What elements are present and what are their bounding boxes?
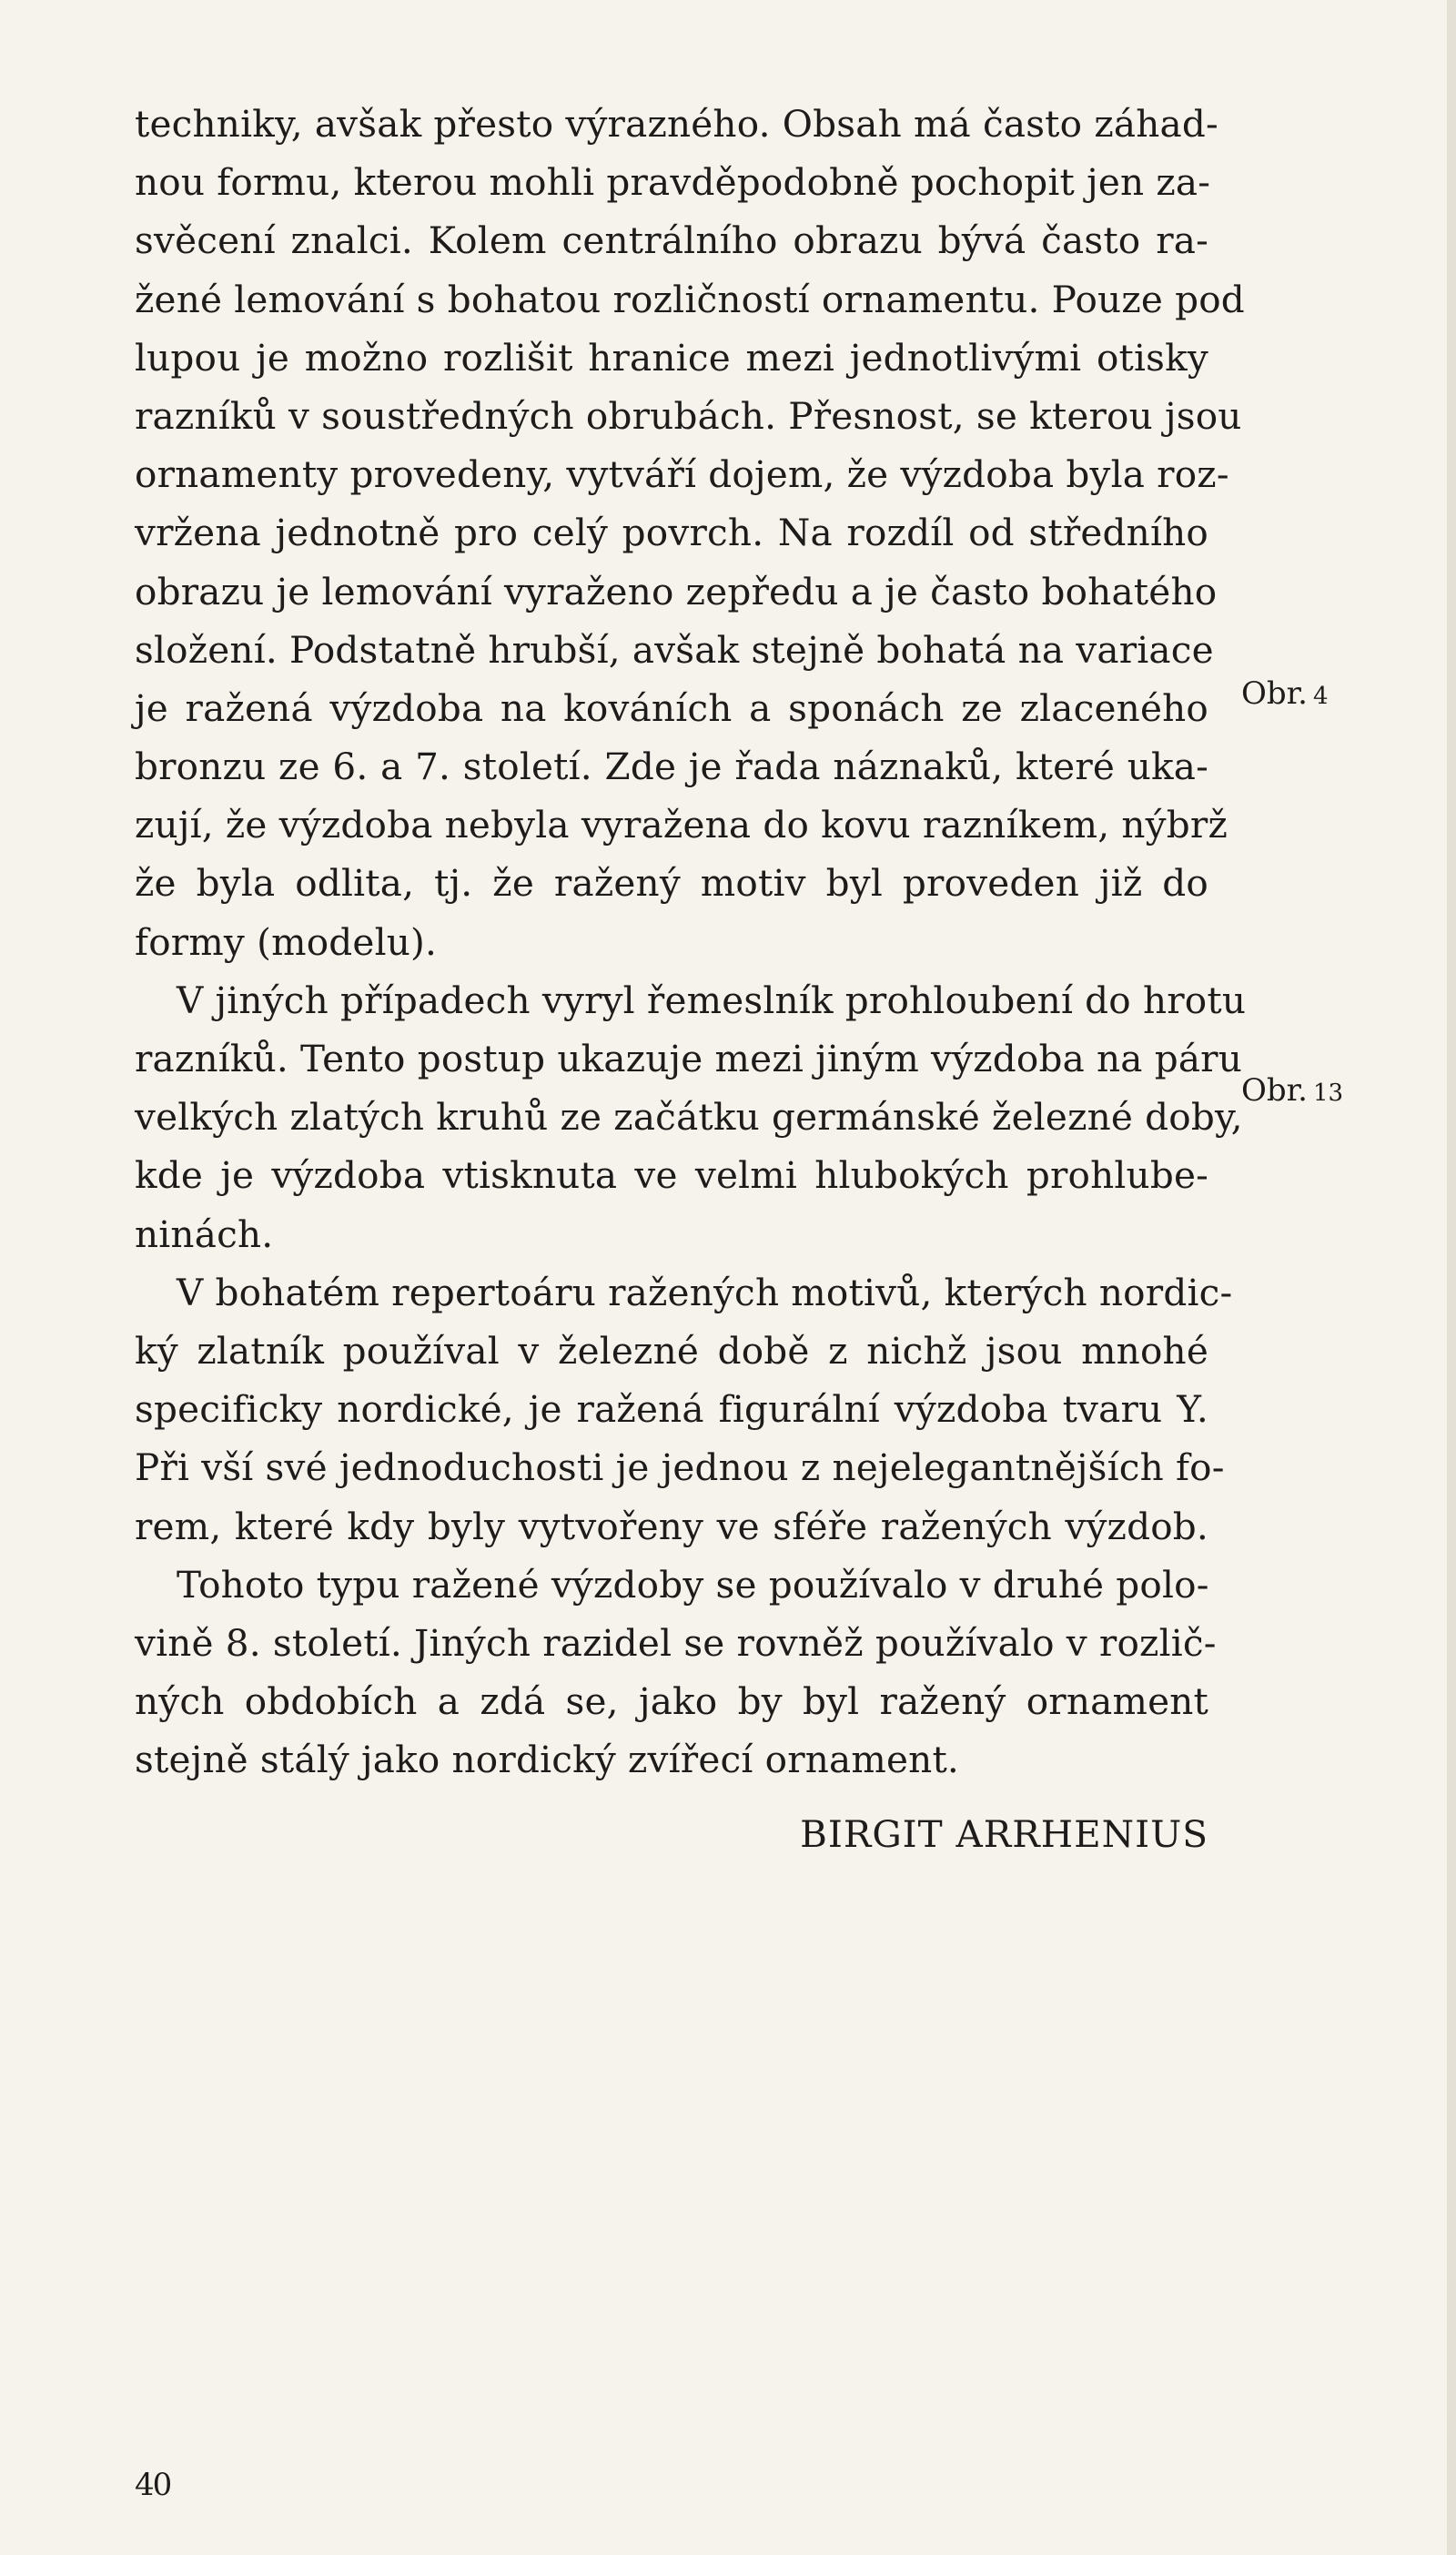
- text-line: bronzu ze 6. a 7. století. Zde je řada náznaků, které uka-: [135, 745, 1208, 789]
- text-line: žené lemování s bohatou rozličností ornamentu. Pouze pod: [135, 277, 1245, 321]
- figure-label: Obr.: [1241, 675, 1308, 712]
- text-line: že byla odlita, tj. že ražený motiv byl proveden již do: [135, 861, 1208, 906]
- text-line: rem, které kdy byly vytvořeny ve sféře ražených výzdob.: [135, 1504, 1208, 1548]
- page-edge: [1447, 0, 1456, 2555]
- text-line: vině 8. století. Jiných razidel se rovněž používalo v rozlič-: [135, 1620, 1217, 1665]
- text-line: razníků v soustředných obrubách. Přesnost, se kterou jsou: [135, 393, 1242, 438]
- text-line: ornamenty provedeny, vytváří dojem, že výzdoba byla roz-: [135, 452, 1229, 497]
- text-line: Tohoto typu ražené výzdoby se používalo v druhé polo-: [177, 1562, 1209, 1607]
- text-line: kde je výzdoba vtisknuta ve velmi hlubokých prohlube-: [135, 1153, 1208, 1198]
- figure-label: Obr.: [1241, 1072, 1308, 1109]
- text-line: ninách.: [135, 1212, 274, 1256]
- page-number: 40: [135, 2467, 171, 2503]
- text-line: stejně stálý jako nordický zvířecí ornament.: [135, 1738, 959, 1782]
- text-line: velkých zlatých kruhů ze začátku germánské železné doby,: [135, 1095, 1243, 1140]
- text-line: vržena jednotně pro celý povrch. Na rozdíl od středního: [135, 511, 1208, 555]
- figure-number: 4: [1312, 683, 1329, 710]
- text-line: nou formu, kterou mohli pravděpodobně pochopit jen za-: [135, 160, 1211, 205]
- text-line: Při vší své jednoduchosti je jednou z nejelegantnějších fo-: [135, 1445, 1225, 1490]
- text-line: složení. Podstatně hrubší, avšak stejně bohatá na variace: [135, 627, 1214, 672]
- figure-reference-margin-note: [1241, 675, 1329, 715]
- text-line: zují, že výzdoba nebyla vyražena do kovu razníkem, nýbrž: [135, 803, 1228, 847]
- figure-number: 13: [1312, 1080, 1344, 1107]
- text-line: formy (modelu).: [135, 919, 438, 964]
- text-line: lupou je možno rozlišit hranice mezi jednotlivými otisky: [135, 335, 1208, 380]
- body-text: [135, 95, 1247, 1864]
- author-signature: BIRGIT ARRHENIUS: [800, 1812, 1208, 1857]
- text-line: techniky, avšak přesto výrazného. Obsah má často záhad-: [135, 102, 1218, 146]
- text-line: V jiných případech vyryl řemeslník prohloubení do hrotu: [177, 978, 1247, 1022]
- text-line: razníků. Tento postup ukazuje mezi jiným výzdoba na páru: [135, 1037, 1243, 1080]
- text-line: ných obdobích a zdá se, jako by byl ražený ornament: [135, 1679, 1208, 1724]
- text-line: V bohatém repertoáru ražených motivů, kterých nordic-: [177, 1270, 1233, 1314]
- text-line: specificky nordické, je ražená figurální výzdoba tvaru Y.: [135, 1387, 1208, 1432]
- text-line: ký zlatník používal v železné době z nichž jsou mnohé: [135, 1328, 1208, 1373]
- text-line: je ražená výzdoba na kováních a sponách ze zlaceného: [135, 685, 1208, 730]
- text-line: obrazu je lemování vyraženo zepředu a je často bohatého: [135, 569, 1218, 613]
- text-line: svěcení znalci. Kolem centrálního obrazu bývá často ra-: [135, 218, 1208, 263]
- figure-reference-margin-note: [1241, 1072, 1343, 1111]
